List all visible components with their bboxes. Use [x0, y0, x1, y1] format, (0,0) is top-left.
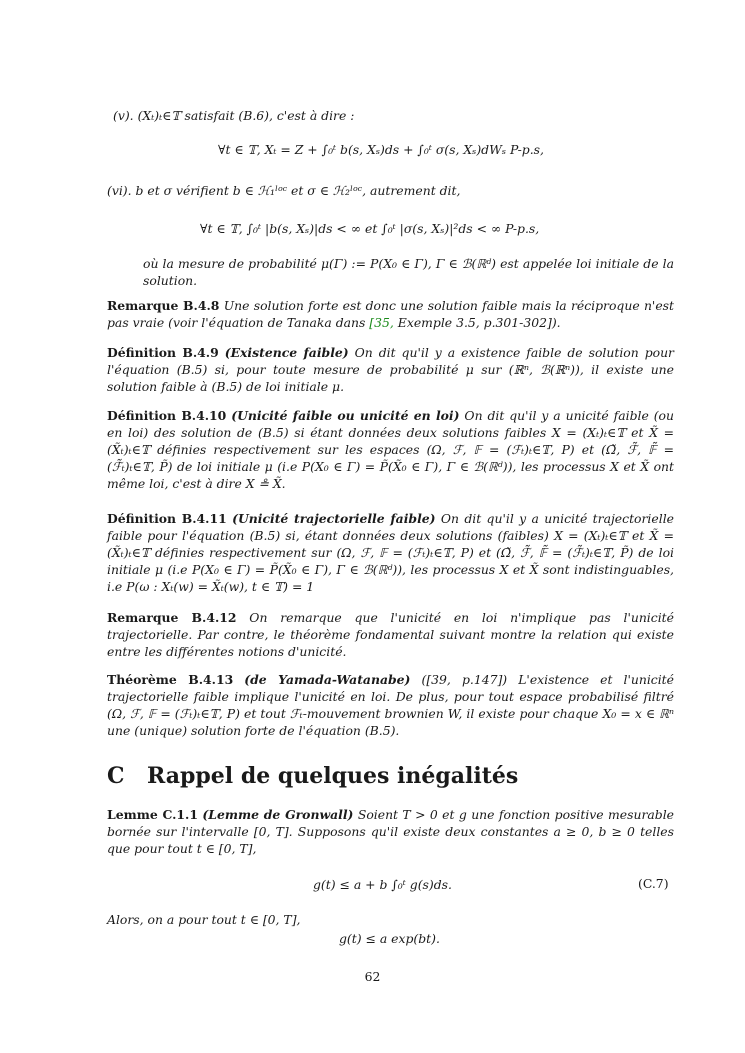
lemma-c11: [107, 806, 674, 857]
section-heading: [107, 763, 518, 789]
equation-number: (C.7): [638, 876, 669, 891]
lemma-c11-title: (Lemme de Gronwall): [202, 807, 354, 822]
remark-b412: [107, 609, 674, 660]
definition-b49-title: (Existence faible): [224, 345, 349, 360]
item-vi: [107, 182, 674, 199]
definition-b410: [107, 407, 674, 492]
definition-b49-text: On dit qu'il y a existence faible de solution pour l'équation (B.5) si, pour toute mesure de probabilité μ sur (ℝⁿ, ℬ(ℝⁿ)), il existe une solution faible à (B.5) de loi initiale μ.: [107, 345, 674, 394]
definition-b410-text: On dit qu'il y a unicité faible (ou en loi) des solution de (B.5) si étant données deux solutions faibles X = (Xₜ)ₜ∈𝕋 et X̃ = (X̃ₜ)ₜ∈𝕋 définies respectivement sur les espaces (Ω, ℱ, 𝔽 = (ℱₜ)ₜ∈𝕋, P) et (Ω̃, ℱ̃, 𝔽̃ = (ℱ̃ₜ)ₜ∈𝕋, P̃) de loi initiale μ (i.e P(X₀ ∈ Γ) = P̃(X̃₀ ∈ Γ), Γ ∈ ℬ(ℝᵈ)), les processus X et X̃ ont même loi, c'est à dire X ≗ X̃.: [107, 408, 674, 491]
item-v-label: (v).: [113, 108, 134, 123]
remark-b48: [107, 297, 674, 331]
item-vi-label: (vi).: [107, 183, 132, 198]
page-number: 62: [364, 969, 381, 984]
item-vi-text: b et σ vérifient b ∈ ℋ₁ˡᵒᶜ et σ ∈ ℋ₂ˡᵒᶜ, autrement dit,: [135, 183, 461, 198]
definition-b411-text: On dit qu'il y a unicité trajectorielle faible pour l'équation (B.5) si, étant données deux solutions (faibles) X = (Xₜ)ₜ∈𝕋 et X̃ = (X̃ₜ)ₜ∈𝕋 définies respectivement sur (Ω, ℱ, 𝔽 = (ℱₜ)ₜ∈𝕋, P) et (Ω̃, ℱ̃, 𝔽̃ = (ℱ̃ₜ)ₜ∈𝕋, P̃) de loi initiale μ (i.e P(X₀ ∈ Γ) = P̃(X̃₀ ∈ Γ), Γ ∈ ℬ(ℝᵈ)), les processus X et X̃ sont indistinguables, i.e P(ω : Xₜ(w) = X̃ₜ(w), t ∈ 𝕋) = 1: [107, 511, 674, 594]
equation-gronwall: g(t) ≤ a + b ∫₀ᵗ g(s)ds.: [313, 877, 452, 892]
remark-b48-text-before: Une solution forte est donc une solution faible mais la réciproque n'est pas vraie (voir l'équation de Tanaka dans: [107, 298, 675, 330]
lemma-c11-text: Soient T > 0 et g une fonction positive mesurable bornée sur l'intervalle [0, T]. Supposons qu'il existe deux constantes a ≥ 0, b ≥ 0 telles que pour tout t ∈ [0, T],: [107, 807, 674, 856]
item-v: [113, 107, 673, 124]
theorem-b413: [107, 671, 674, 739]
remark-b48-text-after: Exemple 3.5, p.301-302]).: [393, 315, 561, 330]
equation-item-vi: ∀t ∈ 𝕋, ∫₀ᵗ |b(s, Xₛ)|ds < ∞ et ∫₀ᵗ |σ(s, Xₛ)|²ds < ∞ P-p.s,: [200, 221, 540, 236]
remark-b412-head: Remarque B.4.12: [107, 610, 237, 625]
theorem-b413-head: Théorème B.4.13: [107, 672, 234, 687]
remark-b48-head: Remarque B.4.8: [107, 298, 220, 313]
definition-b49-head: Définition B.4.9: [107, 345, 219, 360]
theorem-b413-title: (de Yamada-Watanabe): [244, 672, 411, 687]
item-vi-followup: où la mesure de probabilité μ(Γ) := P(X₀ ∈ Γ), Γ ∈ ℬ(ℝᵈ) est appelée loi initiale de la solution.: [143, 256, 674, 288]
definition-b411: [107, 510, 674, 595]
equation-item-v: ∀t ∈ 𝕋, Xₜ = Z + ∫₀ᵗ b(s, Xₛ)ds + ∫₀ᵗ σ(s, Xₛ)dWₛ P-p.s,: [218, 142, 544, 157]
theorem-b413-text: ([39, p.147]) L'existence et l'unicité trajectorielle faible implique l'unicité en loi. De plus, pour tout espace probabilisé filtré (Ω, ℱ, 𝔽 = (ℱₜ)ₜ∈𝕋, P) et tout ℱₜ-mouvement brownien W, il existe pour chaque X₀ = x ∈ ℝⁿ une (unique) solution forte de l'équation (B.5).: [107, 672, 674, 738]
citation-link[interactable]: [35,: [369, 315, 394, 330]
definition-b411-head: Définition B.4.11: [107, 511, 227, 526]
definition-b49: [107, 344, 674, 395]
section-number: C: [107, 763, 125, 789]
item-v-text: (Xₜ)ₜ∈𝕋 satisfait (B.6), c'est à dire :: [137, 108, 355, 123]
lemma-conclusion-text: Alors, on a pour tout t ∈ [0, T],: [107, 912, 301, 927]
definition-b410-title: (Unicité faible ou unicité en loi): [231, 408, 460, 423]
remark-b412-text: On remarque que l'unicité en loi n'implique pas l'unicité trajectorielle. Par contre, le théorème fondamental suivant montre la relation qui existe entre les différentes notions d'unicité.: [107, 610, 674, 659]
definition-b411-title: (Unicité trajectorielle faible): [232, 511, 436, 526]
section-title: Rappel de quelques inégalités: [147, 763, 519, 789]
lemma-c11-head: Lemme C.1.1: [107, 807, 198, 822]
equation-conclusion: g(t) ≤ a exp(bt).: [339, 931, 440, 946]
definition-b410-head: Définition B.4.10: [107, 408, 227, 423]
